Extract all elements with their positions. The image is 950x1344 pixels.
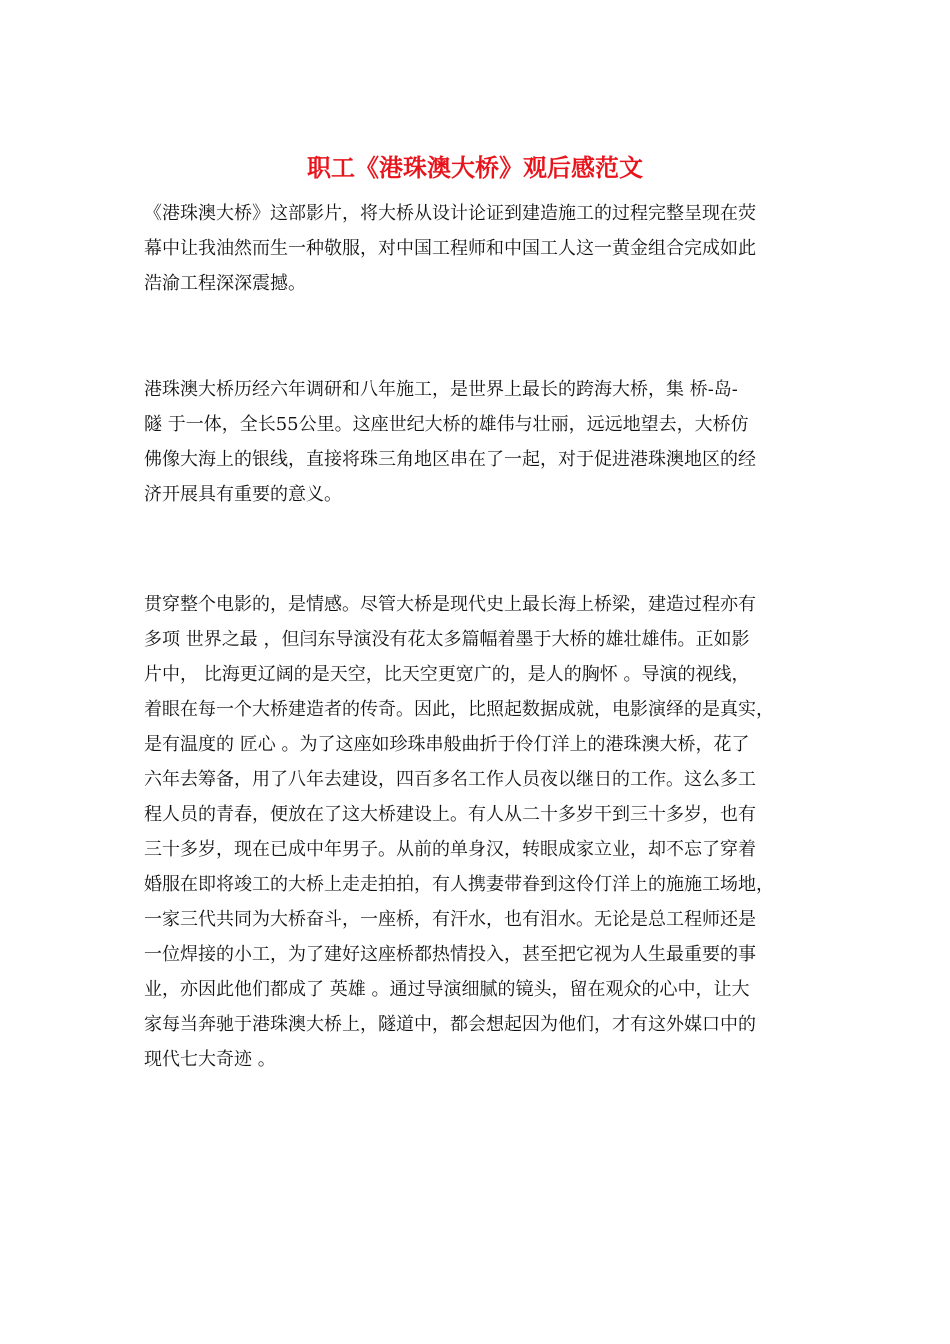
paragraph-line: 片中， 比海更辽阔的是天空，比天空更宽广的，是人的胸怀 。导演的视线， bbox=[144, 664, 750, 685]
paragraph-line: 佛像大海上的银线，直接将珠三角地区串在了一起，对于促进港珠澳地区的经 bbox=[144, 449, 756, 470]
paragraph-line: 现代七大奇迹 。 bbox=[144, 1049, 276, 1070]
paragraph-bridge-facts bbox=[144, 372, 816, 512]
paragraph-line: 三十多岁，现在已成中年男子。从前的单身汉，转眼成家立业，却不忘了穿着 bbox=[144, 839, 756, 860]
paragraph-line: 浩渝工程深深震撼。 bbox=[144, 273, 306, 294]
paragraph-line: 程人员的青春，便放在了这大桥建设上。有人从二十多岁干到三十多岁，也有 bbox=[144, 804, 756, 825]
paragraph-line: 业，亦因此他们都成了 英雄 。通过导演细腻的镜头，留在观众的心中，让大 bbox=[144, 979, 750, 1000]
paragraph-line: 幕中让我油然而生一种敬服，对中国工程师和中国工人这一黄金组合完成如此 bbox=[144, 238, 756, 259]
paragraph-line: 一位焊接的小工，为了建好这座桥都热情投入，甚至把它视为人生最重要的事 bbox=[144, 944, 756, 965]
paragraph-emotion bbox=[144, 587, 816, 1077]
paragraph-intro bbox=[144, 196, 816, 301]
paragraph-line: 家每当奔驰于港珠澳大桥上，隧道中，都会想起因为他们，才有这外媒口中的 bbox=[144, 1014, 756, 1035]
paragraph-line: 一家三代共同为大桥奋斗，一座桥，有汗水，也有泪水。无论是总工程师还是 bbox=[144, 909, 756, 930]
paragraph-line: 济开展具有重要的意义。 bbox=[144, 484, 342, 505]
paragraph-line: 隧 于一体，全长55公里。这座世纪大桥的雄伟与壮丽，远远地望去，大桥仿 bbox=[144, 414, 749, 435]
paragraph-line: 贯穿整个电影的，是情感。尽管大桥是现代史上最长海上桥梁，建造过程亦有 bbox=[144, 594, 756, 615]
paragraph-line: 六年去筹备，用了八年去建设，四百多名工作人员夜以继日的工作。这么多工 bbox=[144, 769, 756, 790]
paragraph-line: 婚服在即将竣工的大桥上走走拍拍，有人携妻带眷到这伶仃洋上的施施工场地， bbox=[144, 874, 774, 895]
paragraph-line: 港珠澳大桥历经六年调研和八年施工，是世界上最长的跨海大桥，集 桥-岛- bbox=[144, 379, 738, 400]
paragraph-line: 《港珠澳大桥》这部影片，将大桥从设计论证到建造施工的过程完整呈现在荧 bbox=[144, 203, 756, 224]
paragraph-line: 是有温度的 匠心 。为了这座如珍珠串般曲折于伶仃洋上的港珠澳大桥，花了 bbox=[144, 734, 750, 755]
paragraph-line: 着眼在每一个大桥建造者的传奇。因此，比照起数据成就，电影演绎的是真实， bbox=[144, 699, 774, 720]
document-title: 职工《港珠澳大桥》观后感范文 bbox=[307, 153, 643, 182]
paragraph-line: 多项 世界之最 ，但闫东导演没有花太多篇幅着墨于大桥的雄壮雄伟。正如影 bbox=[144, 629, 750, 650]
